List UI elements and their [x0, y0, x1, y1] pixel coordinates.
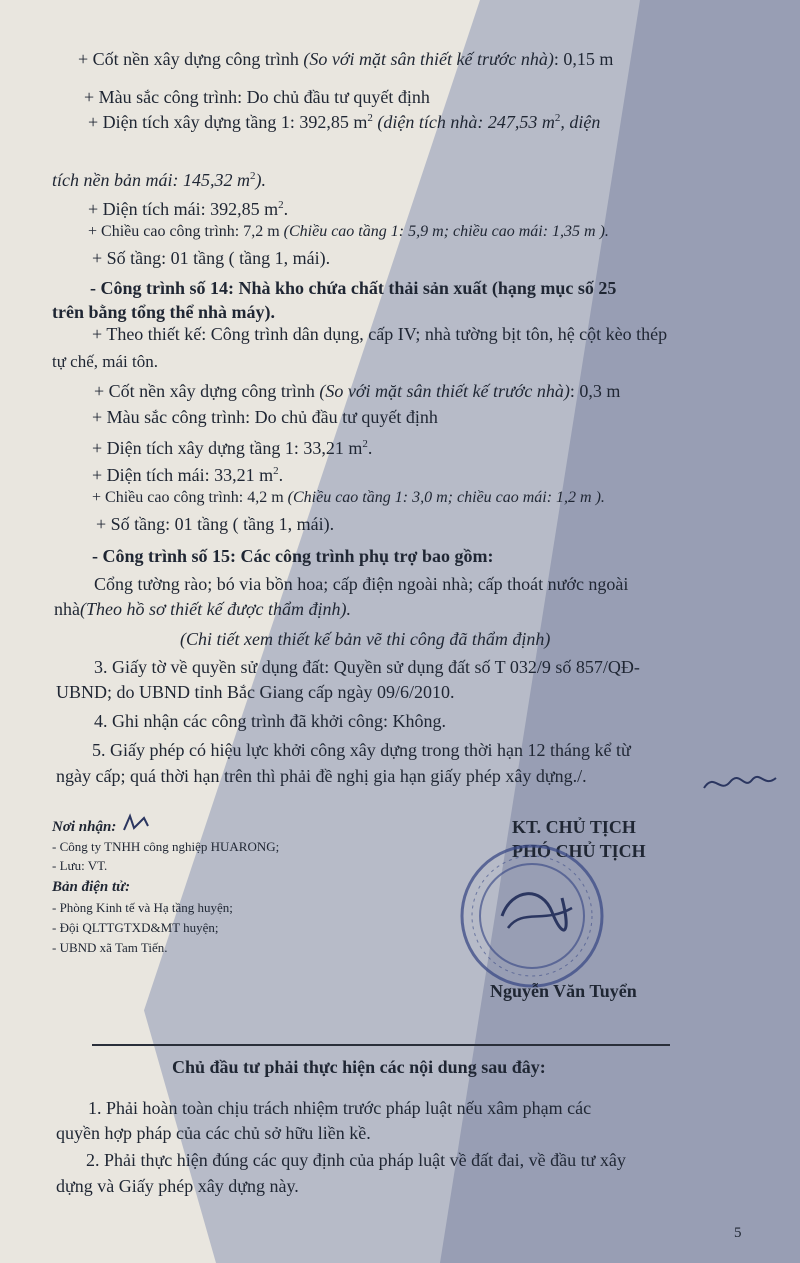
line-11: + Cốt nền xây dựng công trình (So với mặt sân thiết kế trước nhà): 0,3 m [94, 381, 621, 401]
signature-title-1: KT. CHỦ TỊCH [512, 817, 636, 837]
line-20: (Chi tiết xem thiết kế bản vẽ thi công đã thẩm định) [180, 629, 551, 649]
line-15: + Chiều cao công trình: 4,2 m (Chiều cao tầng 1: 3,0 m; chiều cao mái: 1,2 m ). [92, 489, 605, 506]
line-5: + Chiều cao công trình: 7,2 m (Chiều cao tầng 1: 5,9 m; chiều cao mái: 1,35 m ). [88, 223, 609, 240]
line-18: Cổng tường rào; bó via bồn hoa; cấp điện ngoài nhà; cấp thoát nước ngoài [94, 574, 629, 594]
obligation-1a: 1. Phải hoàn toàn chịu trách nhiệm trước pháp luật nếu xâm phạm các [88, 1098, 592, 1118]
line-13: + Diện tích xây dựng tầng 1: 33,21 $m^2$. [92, 438, 373, 458]
line-1: + Màu sắc công trình: Do chủ đầu tư quyết định [84, 87, 430, 107]
line-21: 3. Giấy tờ về quyền sử dụng đất: Quyền sử dụng đất số T 032/9 số 857/QĐ- [94, 657, 640, 677]
line-10: tự chế, mái tôn. [52, 352, 158, 371]
electronic-title: Bản điện tử: [52, 879, 131, 895]
line-0: + Cốt nền xây dựng công trình (So với mặt sân thiết kế trước nhà): 0,15 m [78, 49, 614, 69]
line-8: trên bằng tổng thể nhà máy). [52, 302, 276, 322]
obligation-2b: dựng và Giấy phép xây dựng này. [56, 1176, 299, 1196]
official-seal-icon [452, 828, 622, 998]
signature-title-2: PHÓ CHỦ TỊCH [512, 841, 646, 861]
line-12: + Màu sắc công trình: Do chủ đầu tư quyết định [92, 407, 438, 427]
line-17: - Công trình số 15: Các công trình phụ trợ bao gồm: [92, 546, 494, 566]
electronic-item: - Đội QLTTGTXD&MT huyện; [52, 920, 219, 935]
line-6: + Số tầng: 01 tầng ( tầng 1, mái). [92, 248, 331, 268]
line-23: 4. Ghi nhận các công trình đã khởi công: Không. [94, 711, 446, 731]
recipient-item: - Công ty TNHH công nghiệp HUARONG; [52, 839, 280, 854]
initial-mark-icon [120, 812, 152, 836]
handwritten-mark-icon [700, 768, 780, 798]
line-14: + Diện tích mái: 33,21 $m^2$. [92, 465, 284, 485]
line-22: UBND; do UBND tỉnh Bắc Giang cấp ngày 09/6/2010. [56, 682, 455, 702]
recipients-title: Nơi nhận: [52, 819, 117, 835]
line-16: + Số tầng: 01 tầng ( tầng 1, mái). [96, 514, 335, 534]
line-2: + Diện tích xây dựng tầng 1: 392,85 $m^2$ (diện tích nhà: 247,53 $m^2$, diện [88, 112, 601, 132]
obligations-title: Chủ đầu tư phải thực hiện các nội dung sau đây: [172, 1057, 546, 1077]
line-24: 5. Giấy phép có hiệu lực khởi công xây dựng trong thời hạn 12 tháng kể từ [92, 740, 631, 760]
electronic-item: - UBND xã Tam Tiến. [52, 940, 168, 955]
line-4: + Diện tích mái: 392,85 $m^2$. [88, 199, 289, 219]
page-number: 5 [734, 1225, 742, 1241]
signer-name: Nguyễn Văn Tuyển [490, 981, 637, 1001]
obligation-2a: 2. Phải thực hiện đúng các quy định của pháp luật về đất đai, về đầu tư xây [86, 1150, 626, 1170]
line-25: ngày cấp; quá thời hạn trên thì phải đề nghị gia hạn giấy phép xây dựng./. [56, 766, 587, 786]
divider [92, 1044, 670, 1046]
line-19: nhà(Theo hồ sơ thiết kế được thẩm định). [54, 599, 351, 619]
line-9: + Theo thiết kế: Công trình dân dụng, cấp IV; nhà tường bịt tôn, hệ cột kèo thép [92, 324, 668, 344]
line-3: tích nền bản mái: 145,32 $m^2$). [52, 170, 266, 190]
line-7: - Công trình số 14: Nhà kho chứa chất thải sản xuất (hạng mục số 25 [90, 278, 617, 298]
recipient-item: - Lưu: VT. [52, 858, 108, 873]
obligation-1b: quyền hợp pháp của các chủ sở hữu liền kề. [56, 1123, 371, 1143]
electronic-item: - Phòng Kinh tế và Hạ tầng huyện; [52, 900, 233, 915]
